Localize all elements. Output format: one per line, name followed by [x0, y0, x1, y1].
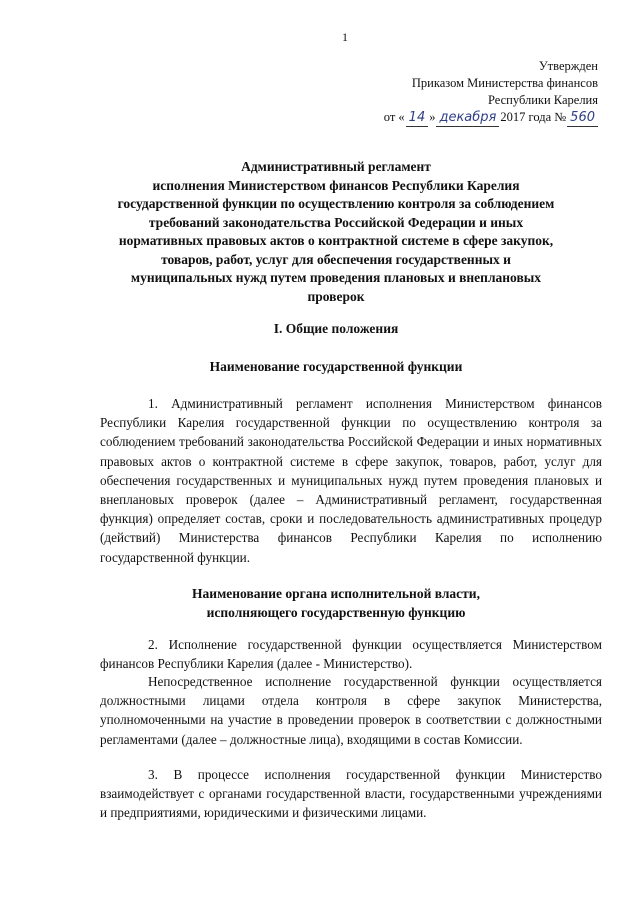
date-close: »: [429, 110, 436, 124]
subheading-authority-line1: Наименование органа исполнительной власти,: [192, 586, 480, 601]
document-title: [96, 158, 576, 306]
subheading-authority-line2: исполняющего государственную функцию: [206, 604, 466, 620]
subheading-function-name: Наименование государственной функции: [209, 359, 463, 374]
paragraph-1: [100, 394, 602, 567]
paragraph-3-text: Непосредственное исполнение государственной функции осуществляется должностными лицами отдела контроля в сфере закупок Министерства, уполномоченными на участие в проведении проверок в соответствии с должностными регламентами (далее – должностные лица), входящими в состав Комиссии.: [100, 674, 602, 747]
approval-date: [298, 109, 598, 127]
title-line: Административный регламент: [241, 159, 431, 174]
date-prefix: от «: [383, 110, 405, 124]
section-heading: I. Общие положения: [273, 321, 399, 336]
handwritten-month: декабря: [436, 109, 499, 127]
paragraph-4-text: 3. В процессе исполнения государственной функции Министерство взаимодействует с органами государственной власти, государственными учреждениями и предприятиями, юридическими и физическими лицами.: [100, 767, 602, 821]
approval-line-republic: Республики Карелия: [487, 93, 598, 107]
approval-line-approved: Утвержден: [538, 59, 598, 73]
title-line: исполнения Министерством финансов Республики Карелия: [152, 177, 520, 193]
paragraph-2-text: 2. Исполнение государственной функции осуществляется Министерством финансов Республики Карелия (далее - Министерство).: [100, 637, 602, 672]
subheading-authority: [96, 585, 576, 622]
paragraph-1-text: 1. Административный регламент исполнения Министерством финансов Республики Карелия государственной функции по осуществлению контроля за соблюдением требований законодательства Российской Федерации и иных нормативных правовых актов о контрактной системе в сфере закупок, товаров, работ, услуг для обеспечения государственных и муниципальных нужд путем проведения плановых и внеплановых проверок (далее – Административный регламент, государственная функция) определяет состав, сроки и последовательность административных процедур (действий) Министерства финансов Республики Карелия по исполнению государственной функции.: [100, 396, 602, 565]
paragraph-4: [100, 765, 602, 823]
page-number: 1: [342, 30, 348, 44]
handwritten-day: 14: [406, 109, 429, 127]
title-line: государственной функции по осуществлению контроля за соблюдением: [117, 196, 555, 211]
handwritten-order-number: 560: [567, 109, 598, 127]
title-line: проверок: [307, 288, 365, 304]
date-year: 2017 года №: [500, 110, 567, 124]
title-line: муниципальных нужд путем проведения плановых и внеплановых: [130, 270, 542, 285]
approval-stamp: [298, 58, 598, 127]
paragraph-2: [100, 635, 602, 673]
title-line: товаров, работ, услуг для обеспечения государственных и: [161, 251, 511, 267]
title-line: нормативных правовых актов о контрактной системе в сфере закупок,: [118, 233, 554, 248]
paragraph-3: [100, 672, 602, 749]
title-line: требований законодательства Российской Федерации и иных: [148, 214, 524, 230]
approval-line-order: Приказом Министерства финансов: [411, 76, 598, 90]
